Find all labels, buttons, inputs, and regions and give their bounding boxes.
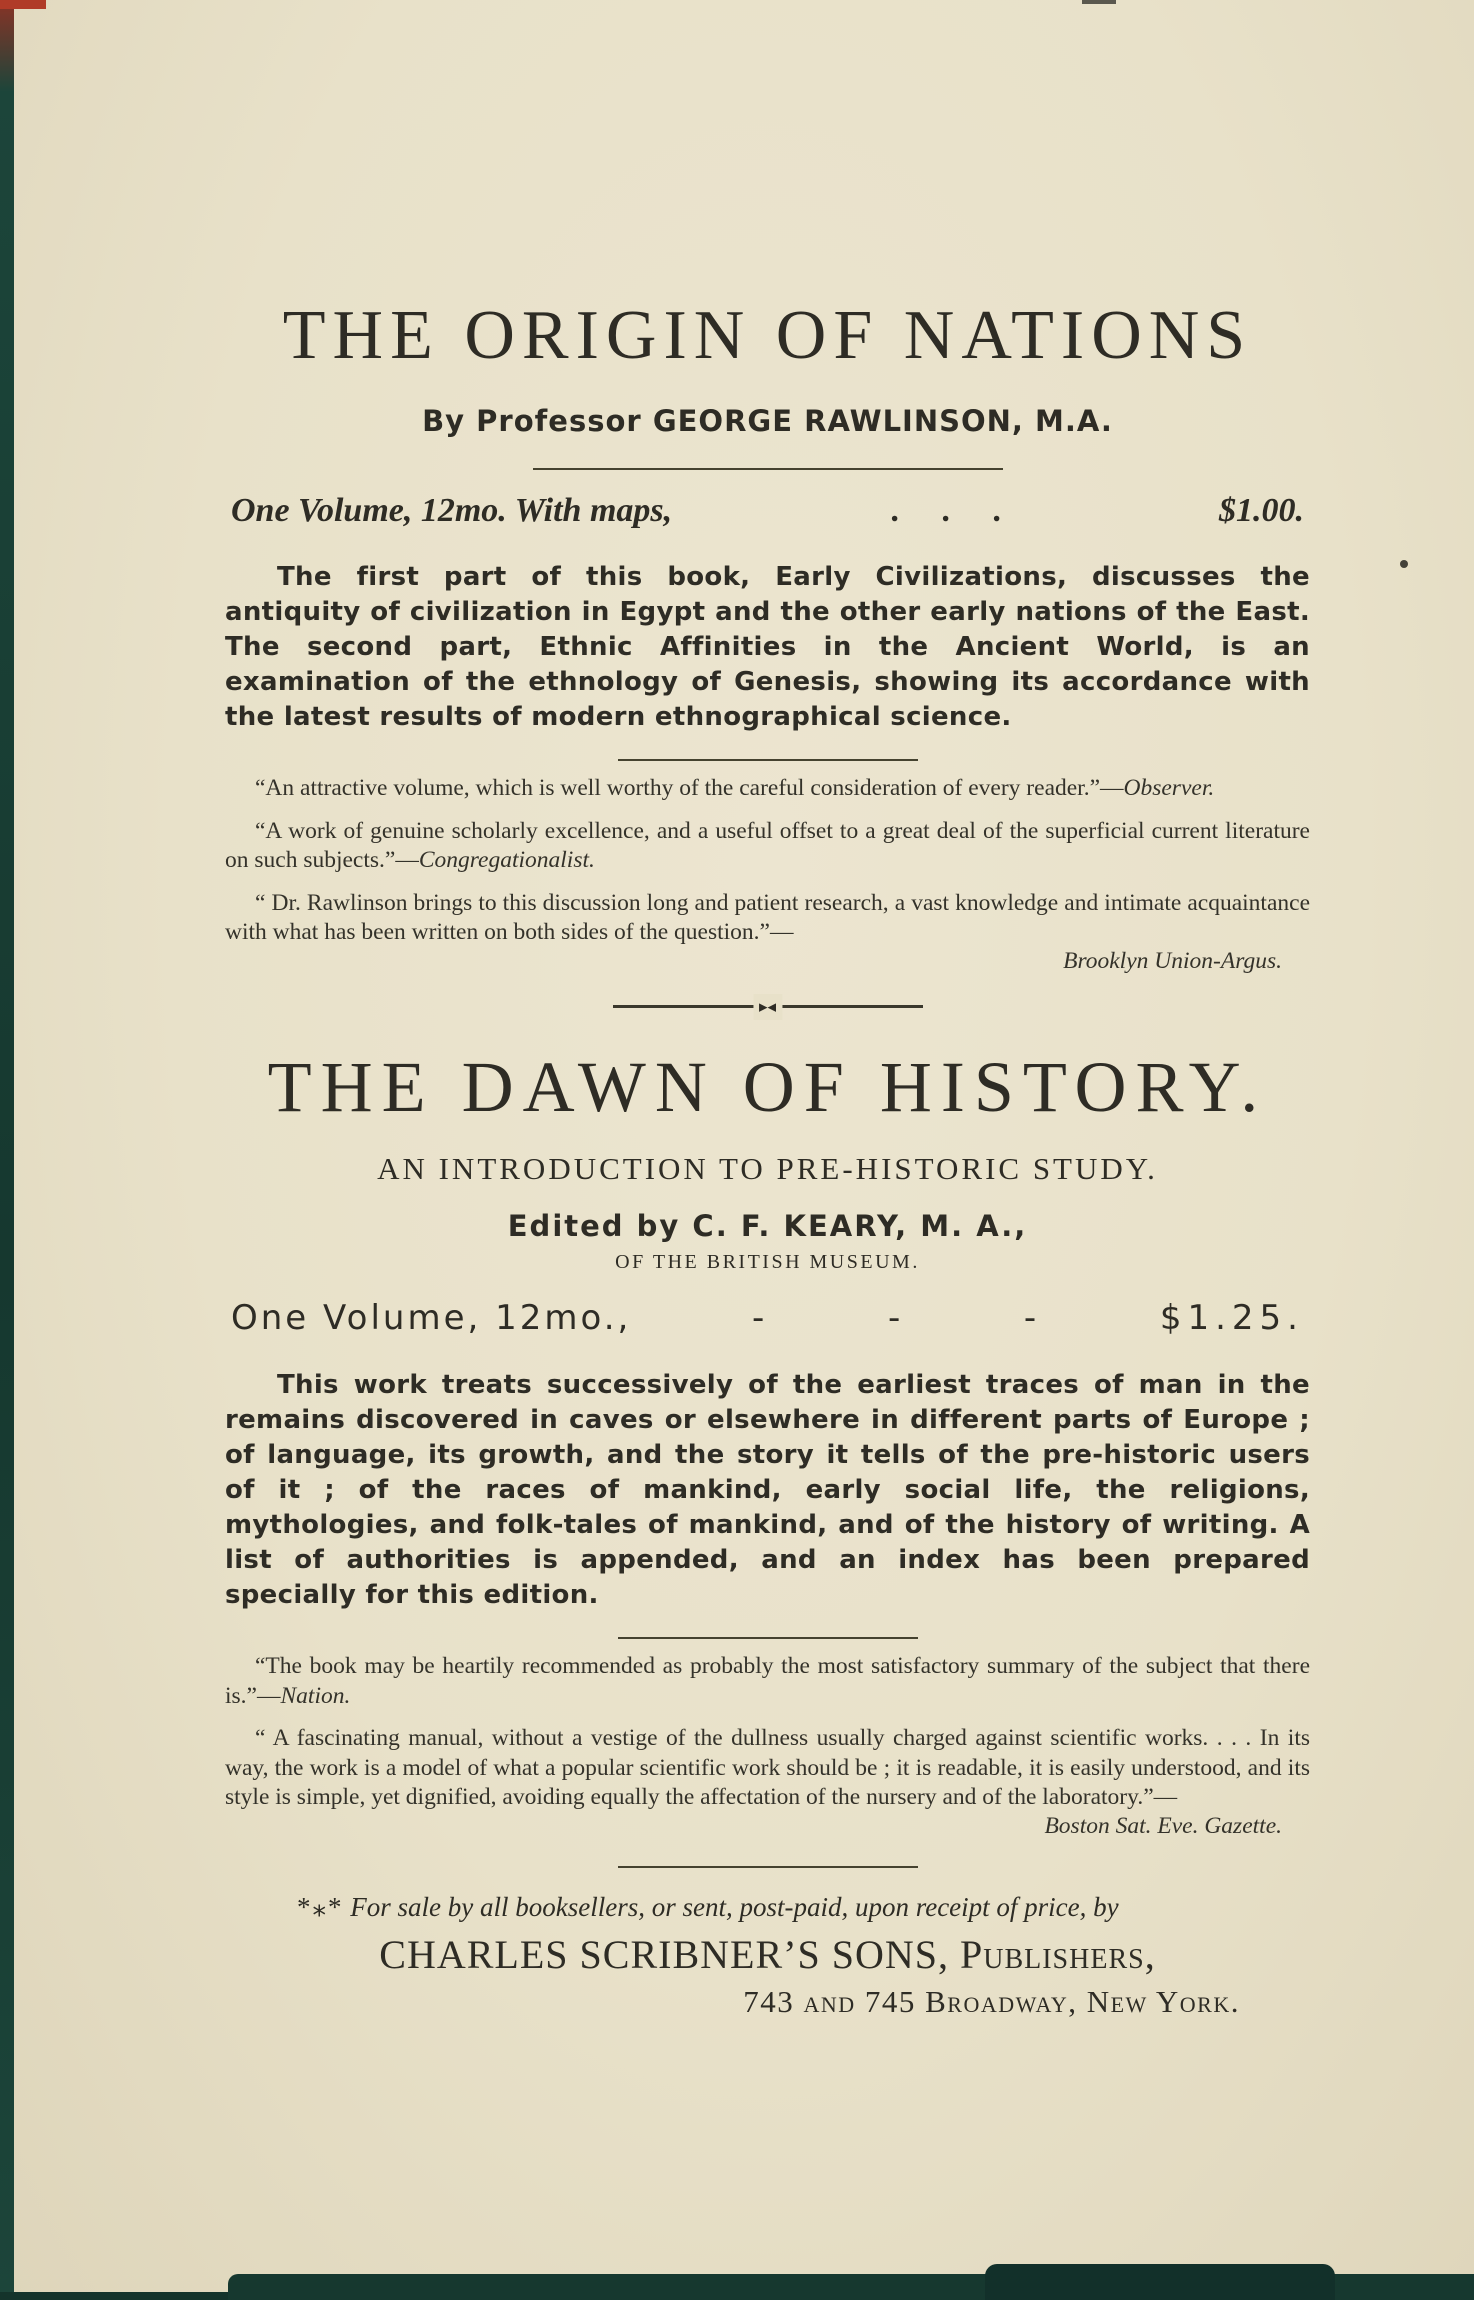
review-text: “ Dr. Rawlinson brings to this discussion long and patient research, a vast knowledge and intimate acquaintance with what has been written on both sides of the question.”— <box>225 889 1310 945</box>
volume-format: One Volume, 12mo. With maps, <box>231 492 673 529</box>
footer-note-text: For sale by all booksellers, or sent, post-paid, upon receipt of price, by <box>350 1891 1119 1922</box>
volume-format: One Volume, 12mo., <box>231 1297 632 1338</box>
book1-byline <box>225 404 1310 438</box>
editor-line <box>225 1209 1310 1243</box>
divider-rule <box>618 1866 918 1868</box>
edited-prefix: Edited by <box>507 1208 681 1243</box>
review-text: “A work of genuine scholarly excellence, and a useful offset to a great deal of the superficial current literature on such subjects.”— <box>225 817 1310 874</box>
footer-note <box>225 1890 1310 1925</box>
book-edge-left <box>0 0 14 2300</box>
leader-dash: - <box>1023 1297 1040 1338</box>
editor-name: C. F. KEARY, M. A., <box>692 1208 1028 1243</box>
review-source: Observer. <box>1123 775 1215 802</box>
review-quote <box>225 889 1310 977</box>
review-source: Boston Sat. Eve. Gazette. <box>1044 1813 1282 1840</box>
review-text: “ A fascinating manual, without a vestige of the dullness usually charged against scientific works. . . . In its way, the work is a model of what a popular scientific work should be ; it is readable, it is easily understood, and its style is simple, yet dignified, avoiding equally the affectation of the nursery and of the laboratory.”— <box>225 1725 1310 1810</box>
review-quote <box>225 774 1310 803</box>
publisher-name: CHARLES SCRIBNER’S SONS, <box>379 1931 949 1977</box>
leader-dash: - <box>751 1297 768 1338</box>
review-text: “The book may be heartily recommended as probably the most satisfactory summary of the subject that there is.”— <box>225 1653 1310 1709</box>
divider-rule <box>533 468 1003 470</box>
leader-dash: - <box>887 1297 904 1338</box>
publisher-line <box>225 1931 1310 1978</box>
book2-price: $1.25. <box>1159 1297 1304 1338</box>
asterism-mark: *⁎* <box>297 1891 344 1922</box>
ornament-icon: ▸◂ <box>753 994 782 1020</box>
editor-affiliation: OF THE BRITISH MUSEUM. <box>615 1250 920 1273</box>
section-divider <box>613 996 923 1016</box>
review-quote <box>225 1652 1310 1711</box>
review-source: Brooklyn Union-Argus. <box>1063 948 1282 975</box>
book2-description: This work treats successively of the earliest traces of man in the remains discovered in caves or elsewhere in different parts of Europe ; of language, its growth, and the story it tells of the pre-historic users of it ; of the races of mankind, early social life, the religions, mythologies, and folk-tales of mankind, and of the history of writing. A list of authorities is appended, and an index has been prepared specially for this edition. <box>225 1369 1310 1611</box>
book1-title: THE ORIGIN OF NATIONS <box>282 297 1253 374</box>
book1-price: $1.00. <box>1218 492 1304 529</box>
book2-price-line <box>231 1298 1304 1338</box>
review-text: “An attractive volume, which is well worthy of the careful consideration of every reader.”— <box>255 775 1124 802</box>
book1-price-line <box>231 492 1304 530</box>
leader-dots: . . . <box>890 492 1001 529</box>
review-source: Congregationalist. <box>418 847 595 874</box>
book1-description: The first part of this book, Early Civilizations, discusses the antiquity of civilization in Egypt and the other early nations of the East. The second part, Ethnic Affinities in the Ancient World, is an examination of the ethnology of Genesis, showing its accordance with the latest results of modern ethnographical science. <box>225 562 1310 733</box>
review-source: Nation. <box>280 1682 351 1709</box>
divider-rule <box>618 759 918 761</box>
scan-speck-right <box>1400 560 1408 568</box>
publisher-role: Publishers, <box>959 1931 1156 1977</box>
publisher-address: 743 and 745 Broadway, New York. <box>743 1983 1240 2019</box>
divider-rule <box>618 1637 918 1639</box>
corner-red-mark <box>0 0 46 9</box>
review-quote <box>225 817 1310 876</box>
book2-title: THE DAWN OF HISTORY. <box>267 1046 1268 1127</box>
review-quote <box>225 1724 1310 1842</box>
book2-subtitle: AN INTRODUCTION TO PRE-HISTORIC STUDY. <box>377 1150 1158 1186</box>
author-name: GEORGE RAWLINSON, M.A. <box>652 404 1113 438</box>
page-content <box>225 0 1310 2020</box>
byline-prefix: By Professor <box>422 404 642 438</box>
book-edge-bottom-bulge <box>985 2264 1335 2300</box>
